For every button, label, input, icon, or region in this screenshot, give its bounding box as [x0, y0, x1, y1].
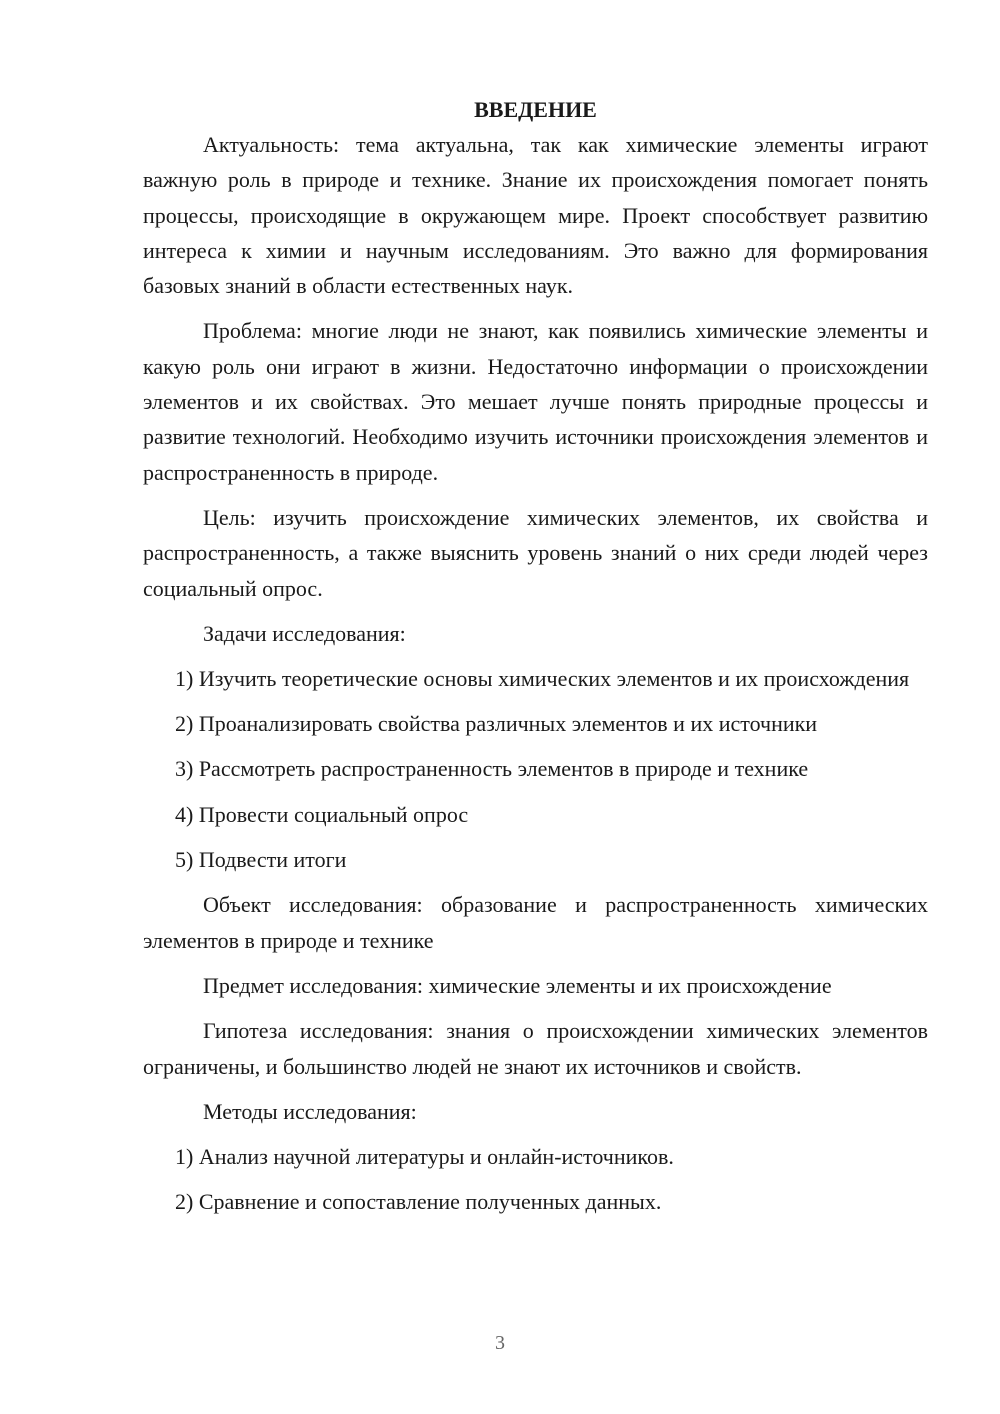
task-item-2: 2) Проанализировать свойства различных элементов и их источники	[175, 711, 818, 737]
method-item-2: 2) Сравнение и сопоставление полученных данных.	[175, 1189, 662, 1215]
tasks-label: Задачи исследования:	[203, 620, 406, 646]
task-item-4: 4) Провести социальный опрос	[175, 801, 469, 827]
problem-paragraph: Проблема: многие люди не знают, как появились химические элементы и какую роль они играют в жизни. Недостаточно информации о происхождении элементов и их свойствах. Это мешает лучше понять природные процессы и развитие технологий. Необходимо изучить источники происхождения элементов и распространенность в природе.	[143, 318, 928, 485]
task-item-1: 1) Изучить теоретические основы химических элементов и их происхождения	[175, 665, 910, 691]
subject-paragraph: Предмет исследования: химические элементы и их происхождение	[203, 972, 832, 998]
document-page	[143, 92, 928, 1229]
page-number: 3	[495, 1332, 505, 1354]
method-item-1: 1) Анализ научной литературы и онлайн-источников.	[175, 1143, 674, 1169]
hypothesis-paragraph: Гипотеза исследования: знания о происхождении химических элементов ограничены, и большинство людей не знают их источников и свойств.	[143, 1018, 928, 1079]
task-item-5: 5) Подвести итоги	[175, 847, 347, 873]
task-item-3: 3) Рассмотреть распространенность элементов в природе и технике	[175, 756, 809, 782]
relevance-paragraph: Актуальность: тема актуальна, так как химические элементы играют важную роль в природе и технике. Знание их происхождения помогает понять процессы, происходящие в окружающем мире. Проект способствует развитию интереса к химии и научным исследованиям. Это важно для формирования базовых знаний в области естественных наук.	[143, 132, 928, 299]
goal-paragraph: Цель: изучить происхождение химических элементов, их свойства и распространенность, а также выяснить уровень знаний о них среди людей через социальный опрос.	[143, 504, 928, 601]
section-heading: ВВЕДЕНИЕ	[474, 97, 597, 122]
methods-label: Методы исследования:	[203, 1098, 417, 1124]
object-paragraph: Объект исследования: образование и распространенность химических элементов в природе и технике	[143, 892, 928, 953]
